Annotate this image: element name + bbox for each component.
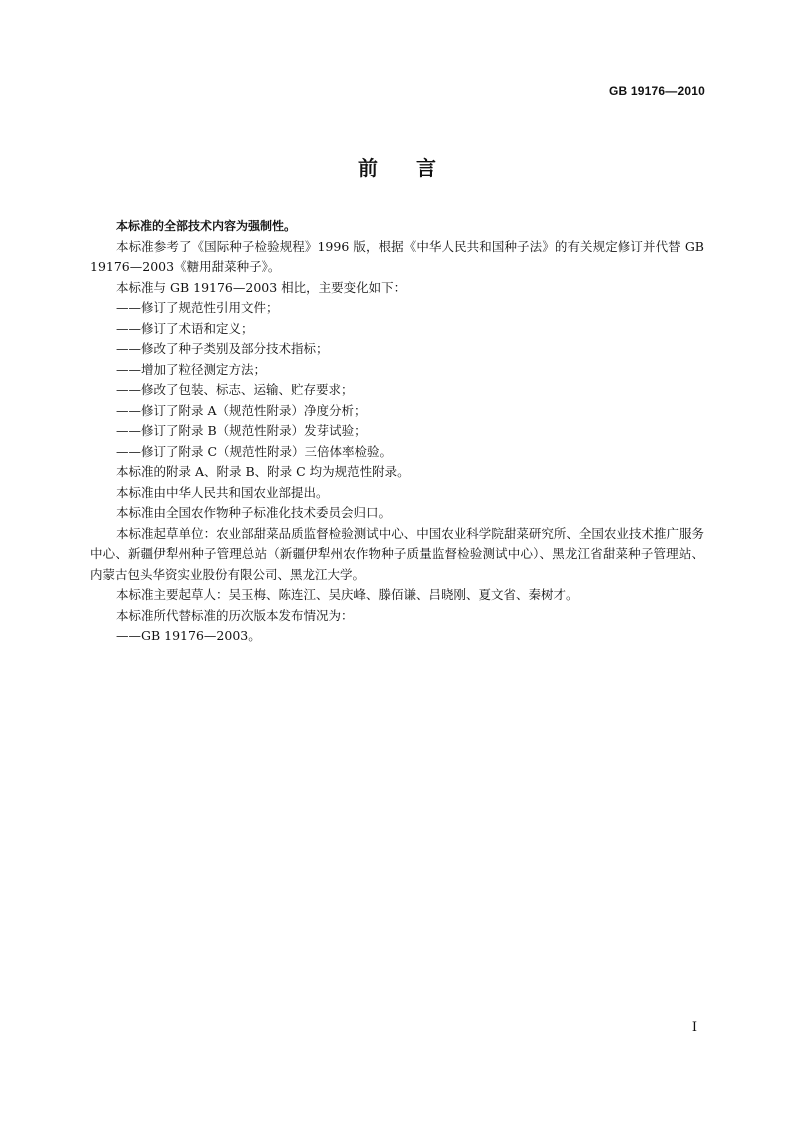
mandatory-statement: 本标准的全部技术内容为强制性。: [116, 219, 297, 233]
foreword-body: [90, 216, 704, 647]
list-item: ——修订了附录 A（规范性附录）净度分析；: [116, 402, 367, 418]
proposed-by: 本标准由中华人民共和国农业部提出。: [116, 484, 329, 500]
list-item: ——修改了包装、标志、运输、贮存要求；: [116, 382, 354, 397]
list-item: ——增加了粒径测定方法；: [116, 361, 267, 377]
appendix-note: 本标准的附录 A、附录 B、附录 C 均为规范性附录。: [116, 464, 410, 479]
page-number: I: [691, 1020, 697, 1035]
changes-list: [90, 298, 704, 462]
drafters: 本标准主要起草人：吴玉梅、陈连江、吴庆峰、滕佰谦、吕晓刚、夏文省、秦树才。: [116, 587, 579, 602]
history-item: ——GB 19176—2003。: [116, 628, 261, 643]
standard-code: GB 19176—2010: [609, 84, 705, 98]
changes-lead: 本标准与 GB 19176—2003 相比，主要变化如下：: [116, 279, 407, 295]
reference-paragraph: 本标准参考了《国际种子检验规程》1996 版，根据《中华人民共和国种子法》的有关规定修订并代替 GB 19176—2003《糖用甜菜种子》。: [90, 238, 704, 274]
managed-by: 本标准由全国农作物种子标准化技术委员会归口。: [116, 505, 392, 520]
list-item: ——修订了附录 C（规范性附录）三倍体率检验。: [116, 443, 393, 459]
drafting-units: 本标准起草单位：农业部甜菜品质监督检验测试中心、中国农业科学院甜菜研究所、全国农业技术推广服务中心、新疆伊犁州种子管理总站（新疆伊犁州农作物种子质量监督检验测试中心）、黑龙江省甜菜种子管理站、内蒙古包头华资实业股份有限公司、黑龙江大学。: [90, 525, 704, 582]
list-item: ——修订了规范性引用文件；: [116, 300, 279, 315]
list-item: ——修订了附录 B（规范性附录）发芽试验；: [116, 423, 367, 438]
list-item: ——修订了术语和定义；: [116, 320, 254, 336]
page-title: 前言: [358, 156, 474, 180]
list-item: ——修改了种子类别及部分技术指标；: [116, 341, 329, 356]
history-lead: 本标准所代替标准的历次版本发布情况为：: [116, 607, 354, 623]
